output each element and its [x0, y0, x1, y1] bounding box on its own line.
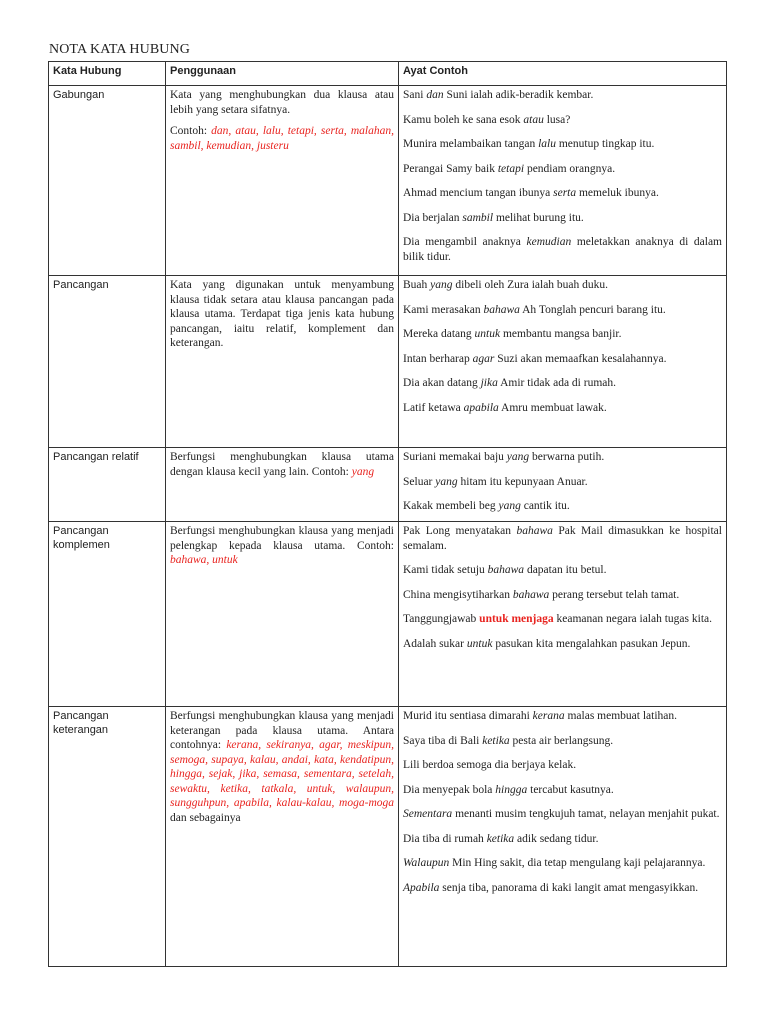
ayat-contoh-sentence	[403, 303, 722, 318]
penggunaan-paragraph	[170, 709, 394, 825]
ayat-contoh-sentence	[403, 524, 722, 553]
ayat-contoh-sentence	[403, 88, 722, 103]
kata-hubung-highlight: yang	[498, 500, 521, 512]
ayat-contoh-sentence	[403, 881, 722, 896]
sentence-text: Pak Mail dimasukkan ke hospital semalam.	[403, 525, 722, 552]
ayat-contoh-sentence	[403, 278, 722, 293]
penggunaan-paragraph	[170, 278, 394, 351]
ayat-contoh-cell	[399, 448, 727, 522]
ayat-contoh-sentence	[403, 376, 722, 391]
kata-hubung-highlight: agar	[472, 352, 495, 365]
ayat-contoh-cell	[399, 707, 727, 967]
sentence-text: Seluar	[403, 475, 436, 488]
sentence-text: Dia berjalan	[403, 211, 463, 224]
contoh-kata-hubung: kerana, sekiranya, agar, meskipun, semoga, supaya, kalau, andai, kata, kendatipun, hingga, sejak, jika, semasa, sementara, setelah, sewaktu, ketika, tatkala, untuk, walaupun, sungguhpun, apabila, kalau-kalau, moga-moga	[170, 739, 394, 809]
ayat-contoh-sentence	[403, 475, 722, 490]
table-row	[49, 276, 727, 448]
kata-hubung-cell: Pancangan keterangan	[49, 707, 166, 967]
table-row	[49, 707, 727, 967]
ayat-contoh-sentence	[403, 758, 722, 773]
sentence-text: Murid itu sentiasa dimarahi	[403, 710, 533, 722]
penggunaan-text: dan sebagainya	[170, 811, 241, 824]
sentence-text: Dia mengambil anaknya	[403, 236, 527, 248]
penggunaan-text: Kata yang digunakan untuk menyambung klausa tidak setara atau klausa pancangan pada klausa utama. Terdapat tiga jenis kata hubung pancangan, iaitu relatif, komplement dan keterangan.	[170, 279, 394, 349]
sentence-text: Adalah sukar	[403, 637, 467, 650]
sentence-text: memeluk ibunya.	[576, 187, 659, 199]
sentence-text: membantu mangsa banjir.	[500, 328, 622, 340]
sentence-text: Saya tiba di Bali	[403, 734, 483, 747]
ayat-contoh-sentence	[403, 709, 722, 724]
ayat-contoh-sentence	[403, 352, 722, 367]
sentence-text: senja tiba, panorama di kaki langit amat mengasyikkan.	[439, 881, 699, 894]
sentence-text: Suzi akan memaafkan kesalahannya.	[494, 352, 667, 365]
ayat-contoh-sentence	[403, 211, 722, 226]
ayat-contoh-sentence	[403, 734, 722, 749]
sentence-text: Suriani memakai baju	[403, 451, 507, 463]
ayat-contoh-sentence	[403, 235, 722, 264]
ayat-contoh-sentence	[403, 563, 722, 578]
ayat-contoh-cell	[399, 276, 727, 448]
penggunaan-cell	[166, 276, 399, 448]
penggunaan-cell	[166, 448, 399, 522]
penggunaan-text: Contoh:	[170, 125, 212, 137]
kata-hubung-cell: Pancangan komplemen	[49, 522, 166, 707]
kata-hubung-highlight: untuk menjaga	[479, 613, 554, 625]
sentence-text: melihat burung itu.	[493, 211, 584, 224]
kata-hubung-highlight: kerana	[532, 710, 565, 722]
kata-hubung-highlight: Sementara	[403, 808, 453, 820]
ayat-contoh-sentence	[403, 401, 722, 416]
sentence-text: Munira melambaikan tangan	[403, 138, 539, 150]
sentence-text: Suni ialah adik-beradik kembar.	[443, 89, 594, 101]
sentence-text: adik sedang tidur.	[514, 832, 599, 845]
sentence-text: Latif ketawa	[403, 401, 464, 414]
ayat-contoh-sentence	[403, 113, 722, 128]
ayat-contoh-sentence	[403, 327, 722, 342]
ayat-contoh-sentence	[403, 137, 722, 152]
sentence-text: Mereka datang	[403, 328, 475, 340]
ayat-contoh-sentence	[403, 612, 722, 627]
sentence-text: cantik itu.	[520, 500, 570, 512]
penggunaan-paragraph	[170, 88, 394, 117]
table-body	[49, 86, 727, 967]
sentence-text: lusa?	[543, 113, 571, 126]
header-penggunaan: Penggunaan	[166, 62, 399, 86]
sentence-text: Tanggungjawab	[403, 613, 480, 625]
sentence-text: menutup tingkap itu.	[555, 138, 655, 150]
ayat-contoh-sentence	[403, 637, 722, 652]
kata-hubung-highlight: jika	[480, 377, 498, 389]
sentence-text: Amir tidak ada di rumah.	[497, 377, 617, 389]
sentence-text: Ahmad mencium tangan ibunya	[403, 187, 554, 199]
ayat-contoh-sentence	[403, 588, 722, 603]
sentence-text: Dia tiba di rumah	[403, 832, 487, 845]
kata-hubung-highlight: Walaupun	[403, 857, 450, 869]
penggunaan-cell	[166, 522, 399, 707]
sentence-text: keamanan negara ialah tugas kita.	[553, 613, 712, 625]
kata-hubung-highlight: untuk	[474, 328, 501, 340]
table-row	[49, 86, 727, 276]
ayat-contoh-sentence	[403, 186, 722, 201]
kata-hubung-highlight: serta	[553, 187, 577, 199]
kata-hubung-highlight: kemudian	[526, 236, 572, 248]
sentence-text: Kami tidak setuju	[403, 564, 488, 576]
sentence-text: dibeli oleh Zura ialah buah duku.	[452, 279, 609, 291]
sentence-text: Buah	[403, 279, 431, 291]
kata-hubung-highlight: bahawa	[512, 588, 550, 601]
ayat-contoh-sentence	[403, 807, 722, 822]
penggunaan-text: Berfungsi menghubungkan klausa utama dengan klausa kecil yang lain. Contoh:	[170, 451, 394, 478]
penggunaan-text: Berfungsi menghubungkan klausa yang menjadi keterangan pada klausa utama. Antara contohnya:	[170, 710, 394, 751]
kata-hubung-highlight: yang	[430, 279, 453, 291]
kata-hubung-table	[48, 61, 727, 967]
kata-hubung-highlight: dan	[426, 89, 444, 101]
kata-hubung-highlight: apabila	[463, 401, 499, 414]
kata-hubung-highlight: untuk	[466, 637, 493, 650]
ayat-contoh-cell	[399, 522, 727, 707]
sentence-text: perang tersebut telah tamat.	[549, 588, 680, 601]
kata-hubung-highlight: yang	[506, 451, 530, 463]
kata-hubung-highlight: atau	[523, 113, 544, 126]
sentence-text: menanti musim tengkujuh tamat, nelayan menjahit pukat.	[452, 808, 720, 820]
kata-hubung-highlight: bahawa	[487, 564, 525, 576]
sentence-text: Kami merasakan	[403, 303, 484, 316]
sentence-text: dapatan itu betul.	[524, 564, 607, 576]
ayat-contoh-sentence	[403, 450, 722, 465]
sentence-text: berwarna putih.	[529, 451, 605, 463]
penggunaan-paragraph	[170, 450, 394, 479]
sentence-text: Pak Long menyatakan	[403, 525, 517, 537]
table-header-row	[49, 62, 727, 86]
sentence-text: Amru membuat lawak.	[498, 401, 607, 414]
sentence-text: Perangai Samy baik	[403, 162, 498, 175]
sentence-text: meletakkan anaknya di dalam bilik tidur.	[403, 236, 722, 263]
penggunaan-cell	[166, 707, 399, 967]
sentence-text: hitam itu kepunyaan Anuar.	[457, 475, 588, 488]
sentence-text: Kakak membeli beg	[403, 500, 499, 512]
kata-hubung-cell: Pancangan	[49, 276, 166, 448]
sentence-text: tercabut kasutnya.	[527, 783, 614, 796]
contoh-kata-hubung: yang	[351, 465, 375, 478]
sentence-text: Intan berharap	[403, 352, 473, 365]
ayat-contoh-sentence	[403, 856, 722, 871]
kata-hubung-highlight: lalu	[538, 138, 556, 150]
kata-hubung-highlight: ketika	[482, 734, 510, 747]
kata-hubung-highlight: bahawa	[516, 525, 553, 537]
ayat-contoh-sentence	[403, 783, 722, 798]
sentence-text: pendiam orangnya.	[524, 162, 616, 175]
kata-hubung-highlight: tetapi	[497, 162, 525, 175]
contoh-kata-hubung: bahawa, untuk	[170, 554, 238, 566]
ayat-contoh-sentence	[403, 162, 722, 177]
header-kata-hubung: Kata Hubung	[49, 62, 166, 86]
sentence-text: pasukan kita mengalahkan pasukan Jepun.	[492, 637, 691, 650]
kata-hubung-highlight: Apabila	[403, 881, 440, 894]
ayat-contoh-sentence	[403, 499, 722, 514]
header-ayat-contoh: Ayat Contoh	[399, 62, 727, 86]
penggunaan-text: Kata yang menghubungkan dua klausa atau lebih yang setara sifatnya.	[170, 89, 394, 116]
document-title: NOTA KATA HUBUNG	[49, 42, 190, 57]
table-row	[49, 448, 727, 522]
kata-hubung-cell: Pancangan relatif	[49, 448, 166, 522]
ayat-contoh-cell	[399, 86, 727, 276]
kata-hubung-highlight: bahawa	[483, 303, 520, 316]
kata-hubung-cell: Gabungan	[49, 86, 166, 276]
sentence-text: Dia menyepak bola	[403, 783, 496, 796]
penggunaan-paragraph	[170, 124, 394, 153]
ayat-contoh-sentence	[403, 832, 722, 847]
penggunaan-text: Berfungsi menghubungkan klausa yang menjadi pelengkap kepada klausa utama. Contoh:	[170, 525, 394, 552]
penggunaan-paragraph	[170, 524, 394, 568]
penggunaan-cell	[166, 86, 399, 276]
table-row	[49, 522, 727, 707]
sentence-text: Dia akan datang	[403, 377, 481, 389]
sentence-text: malas membuat latihan.	[564, 710, 678, 722]
sentence-text: Kamu boleh ke sana esok	[403, 113, 524, 126]
sentence-text: pesta air berlangsung.	[509, 734, 614, 747]
sentence-text: Lili berdoa semoga dia berjaya kelak.	[403, 759, 577, 771]
sentence-text: Sani	[403, 89, 427, 101]
kata-hubung-highlight: sambil	[462, 211, 494, 224]
kata-hubung-highlight: hingga	[495, 783, 528, 796]
kata-hubung-highlight: ketika	[486, 832, 515, 845]
sentence-text: China mengisytiharkan	[403, 588, 513, 601]
contoh-kata-hubung: dan, atau, lalu, tetapi, serta, malahan, sambil, kemudian, justeru	[170, 125, 394, 152]
kata-hubung-highlight: yang	[435, 475, 458, 488]
sentence-text: Ah Tonglah pencuri barang itu.	[519, 303, 666, 316]
sentence-text: Min Hing sakit, dia tetap mengulang kaji pelajarannya.	[449, 857, 706, 869]
